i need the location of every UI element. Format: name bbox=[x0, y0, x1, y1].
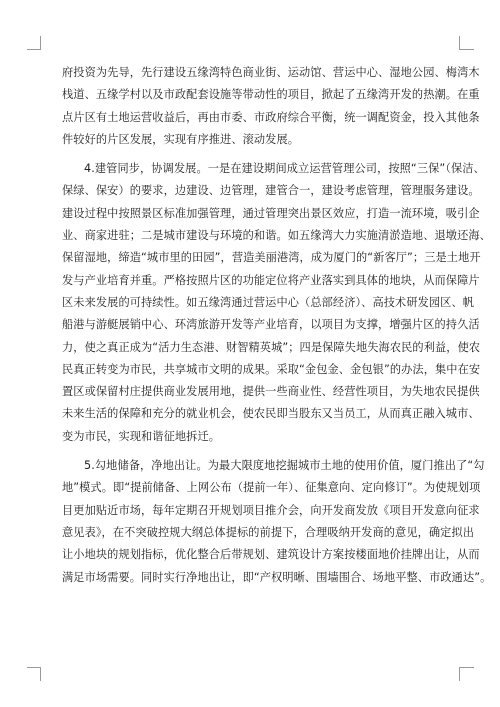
crop-mark-bottom-left-horizontal bbox=[27, 667, 41, 668]
text-line: 意见表》，在不突破控规大纲总体提标的前提下，合理吸纳开发商的意见，确定拟出 bbox=[62, 525, 475, 539]
paragraph-4-start: 4.建管同步，协调发展。一是在建设期间成立运营管理公司，按照“三保”（保洁、 bbox=[84, 162, 485, 176]
text-line: 地”模式。即“提前储备、上网公布（提前一年）、征集意向、定向修订”。为使规划项 bbox=[62, 481, 481, 495]
text-line: 业、商家进驻；二是城市建设与环境的和谐。如五缘湾大力实施清淤造地、退墩还海、 bbox=[62, 229, 491, 243]
text-line: 满足市场需要。同时实行净地出让，即“产权明晰、围墙围合、场地平整、市政通达”。 bbox=[62, 570, 492, 584]
text-line: 保留湿地，缔造“城市里的田园”，营造美丽港湾，成为厦门的“新客厅”；三是土地开 bbox=[62, 251, 481, 265]
paragraph-5-start: 5.勾地储备，净地出让。为最大限度地挖掘城市土地的使用价值，厦门推出了“勾 bbox=[84, 459, 485, 473]
crop-mark-top-left-horizontal bbox=[27, 49, 41, 50]
text-line: 区未来发展的可持续性。如五缘湾通过营运中心（总部经济）、高技术研发园区、帆 bbox=[62, 295, 475, 309]
text-line: 未来生活的保障和充分的就业机会，使农民即当股东又当员工，从而真正融入城市、 bbox=[62, 407, 480, 421]
text-line: 民真正转变为市民，共享城市文明的成果。采取“金包金、金包银”的办法，集中在安 bbox=[62, 362, 481, 376]
document-body bbox=[62, 62, 492, 589]
text-line: 让小地块的规划指标，优化整合后带规划、建筑设计方案按楼面地价挂牌出让，从而 bbox=[62, 548, 480, 562]
text-line: 发与产业培育并重。严格按照片区的功能定位将产业落实到具体的地块，从而保障片 bbox=[62, 273, 480, 287]
text-line: 变为市民，实现和谐征地拆迁。 bbox=[62, 429, 221, 443]
crop-mark-bottom-right-vertical bbox=[459, 667, 460, 681]
text-line: 点片区有土地运营收益后，再由市委、市政府综合平衡，统一调配资金，投入其他条 bbox=[62, 110, 480, 124]
text-line: 力，使之真正成为“活力生态港、财智精英城”；四是保障失地失海农民的利益，使农 bbox=[62, 340, 481, 354]
text-line: 栈道、五缘学村以及市政配套设施等带动性的项目，掀起了五缘湾开发的热潮。在重 bbox=[62, 88, 480, 102]
text-line: 目更加贴近市场，每年定期召开规划项目推介会，向开发商发放《项目开发意向征求 bbox=[62, 503, 480, 517]
crop-mark-top-right-horizontal bbox=[460, 49, 474, 50]
crop-mark-top-right-vertical bbox=[459, 36, 460, 50]
text-line: 置区或保留村庄提供商业发展用地，提供一些商业性、经营性项目，为失地农民提供 bbox=[62, 385, 480, 399]
crop-mark-bottom-left-vertical bbox=[40, 667, 41, 681]
text-line: 保绿、保安）的要求，边建设、边管理，建管合一，建设考虑管理，管理服务建设。 bbox=[62, 184, 480, 198]
text-line: 船港与游艇展销中心、环湾旅游开发等产业培育，以项目为支撑，增强片区的持久活 bbox=[62, 318, 480, 332]
text-line: 建设过程中按照景区标准加强管理，通过管理突出景区效应，打造一流环境，吸引企 bbox=[62, 206, 480, 220]
crop-mark-top-left-vertical bbox=[40, 36, 41, 50]
crop-mark-bottom-right-horizontal bbox=[460, 667, 474, 668]
text-line: 件较好的片区发展，实现有序推进、滚动发展。 bbox=[62, 132, 300, 146]
text-line: 府投资为先导，先行建设五缘湾特色商业街、运动馆、营运中心、湿地公园、梅湾木 bbox=[62, 66, 480, 79]
